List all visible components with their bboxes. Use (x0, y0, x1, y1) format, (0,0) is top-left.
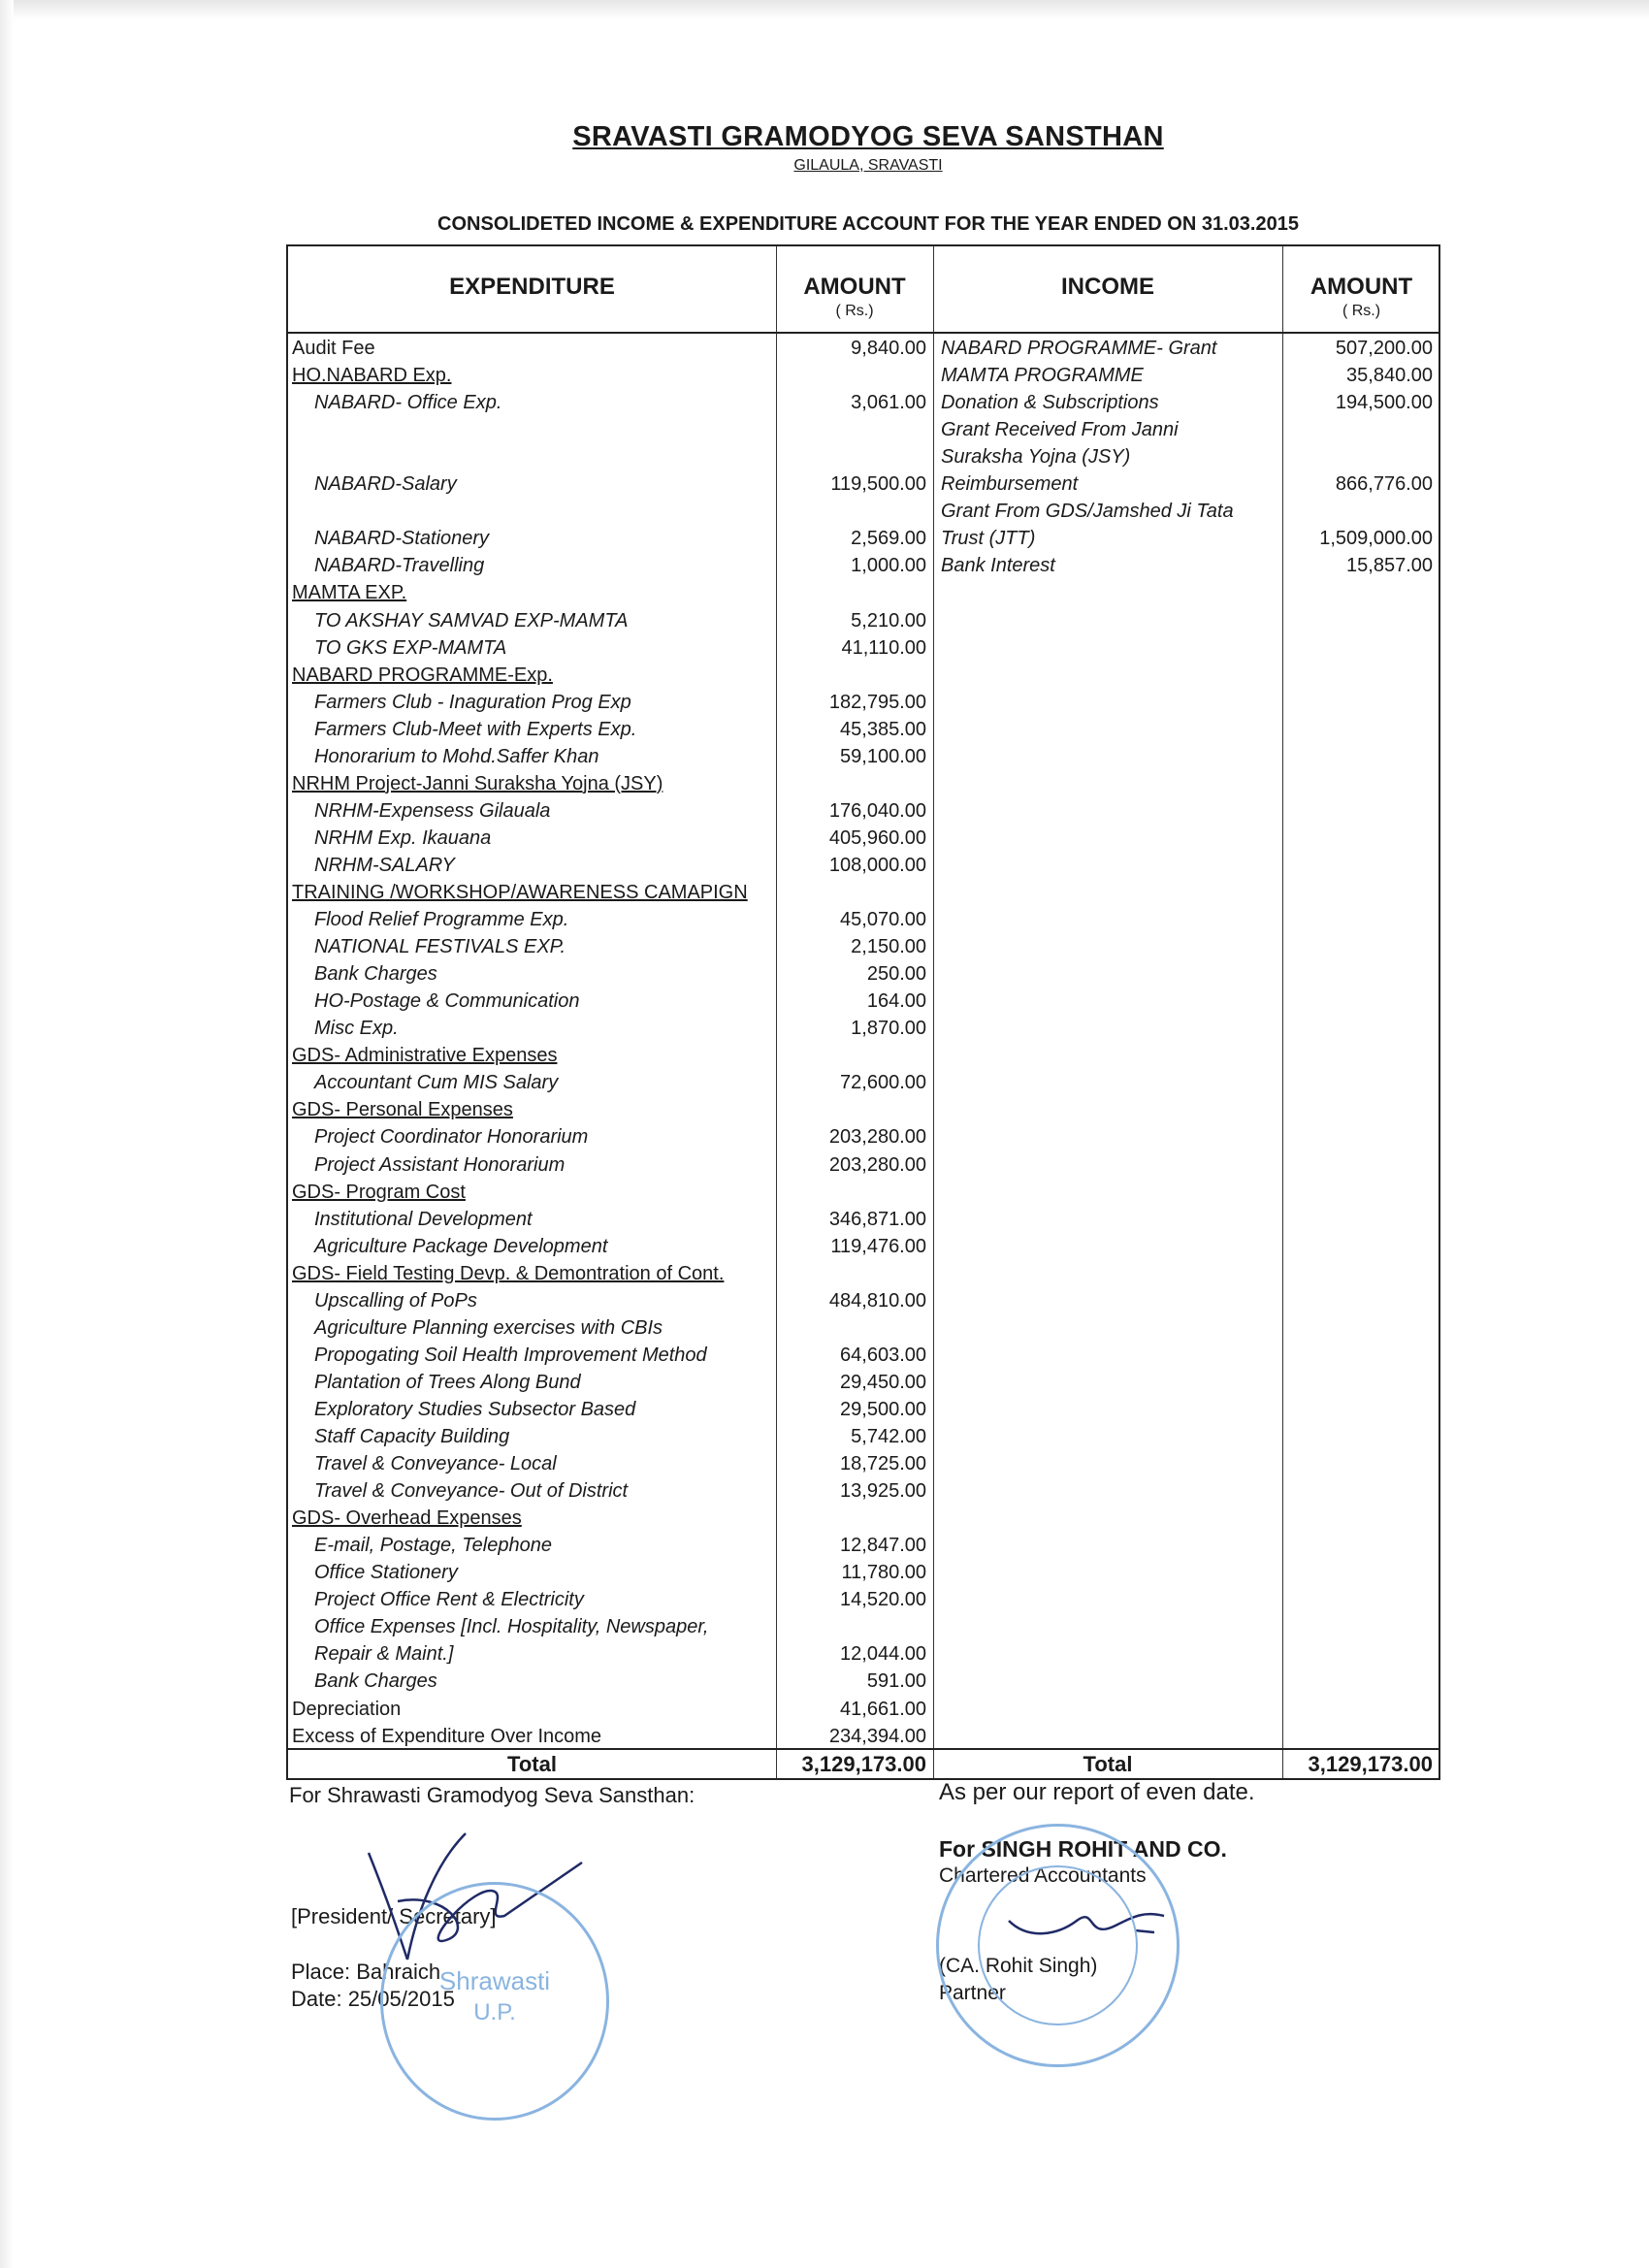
expenditure-amount: 45,070.00 (840, 909, 926, 931)
expenditure-amount: 9,840.00 (851, 338, 926, 359)
expenditure-label: GDS- Program Cost (292, 1181, 466, 1203)
expenditure-label: Agriculture Planning exercises with CBIs (314, 1316, 663, 1339)
header-amount-label: AMOUNT (803, 274, 906, 300)
expenditure-label: Plantation of Trees Along Bund (314, 1371, 581, 1393)
expenditure-label: NABARD-Stationery (314, 528, 490, 550)
expenditure-label: GDS- Field Testing Devp. & Demontration of Cont. (292, 1262, 725, 1284)
income-total-label: Total (1083, 1752, 1133, 1776)
expenditure-amount: 11,780.00 (841, 1562, 926, 1584)
income-label: Donation & Subscriptions (941, 392, 1159, 414)
org-location: GILAULA, SRAVASTI (793, 157, 943, 174)
footer-firm: For SINGH ROHIT AND CO. (939, 1836, 1227, 1862)
footer-for-org: For Shrawasti Gramodyog Seva Sansthan: (289, 1783, 695, 1807)
statement-title: CONSOLIDETED INCOME & EXPENDITURE ACCOUNT FOR THE YEAR ENDED ON 31.03.2015 (437, 213, 1299, 235)
expenditure-amount: 3,061.00 (851, 392, 926, 414)
expenditure-amount: 591.00 (866, 1670, 926, 1693)
expenditure-total: 3,129,173.00 (801, 1752, 926, 1776)
income-amount: 35,840.00 (1346, 365, 1433, 387)
expenditure-label: Project Assistant Honorarium (314, 1153, 566, 1176)
expenditure-amount: 405,960.00 (828, 826, 926, 849)
org-seal-text: Shrawasti (438, 1966, 551, 1995)
expenditure-label: GDS- Overhead Expenses (292, 1507, 522, 1530)
expenditure-label: NABARD-Travelling (314, 555, 485, 577)
org-name: SRAVASTI GRAMODYOG SEVA SANSTHAN (572, 121, 1164, 152)
income-label: Reimbursement (941, 473, 1079, 496)
income-label: MAMTA PROGRAMME (941, 365, 1144, 387)
header-amount-label: AMOUNT (1310, 274, 1413, 300)
expenditure-label: NATIONAL FESTIVALS EXP. (314, 936, 566, 958)
expenditure-label: Project Coordinator Honorarium (314, 1126, 589, 1149)
ca-seal (936, 1824, 1180, 2067)
expenditure-label: Farmers Club - Inaguration Prog Exp (314, 691, 631, 713)
expenditure-label: GDS- Administrative Expenses (292, 1045, 558, 1067)
expenditure-amount: 176,040.00 (828, 799, 926, 822)
expenditure-amount: 5,210.00 (851, 609, 926, 632)
header-amount-unit: ( Rs.) (1342, 303, 1381, 319)
expenditure-label: Exploratory Studies Subsector Based (314, 1398, 636, 1420)
expenditure-label: Office Stationery (314, 1562, 458, 1584)
expenditure-amount: 12,044.00 (840, 1643, 926, 1666)
income-label: Grant From GDS/Jamshed Ji Tata (941, 501, 1234, 523)
expenditure-amount: 18,725.00 (840, 1453, 926, 1475)
expenditure-label: NABARD- Office Exp. (314, 392, 502, 414)
expenditure-amount: 182,795.00 (828, 691, 926, 713)
expenditure-amount: 2,569.00 (851, 528, 926, 550)
expenditure-label: MAMTA EXP. (292, 582, 407, 604)
expenditure-label: Audit Fee (292, 338, 375, 359)
scan-edge (0, 0, 1649, 19)
footer-role: [President/ Secretary] (291, 1904, 497, 1928)
expenditure-amount: 13,925.00 (840, 1480, 926, 1503)
income-amount: 866,776.00 (1335, 473, 1433, 496)
expenditure-amount: 41,661.00 (840, 1698, 926, 1720)
expenditure-label: TO AKSHAY SAMVAD EXP-MAMTA (314, 609, 629, 632)
expenditure-amount: 12,847.00 (840, 1535, 926, 1557)
total-label: Total (507, 1752, 557, 1776)
expenditure-amount: 346,871.00 (828, 1208, 926, 1230)
expenditure-amount: 234,394.00 (828, 1725, 926, 1747)
expenditure-label: Staff Capacity Building (314, 1426, 510, 1447)
expenditure-label: NRHM Exp. Ikauana (314, 826, 492, 849)
income-expenditure-table (286, 244, 1440, 1780)
expenditure-amount: 203,280.00 (828, 1153, 926, 1176)
expenditure-label: Project Office Rent & Electricity (314, 1589, 584, 1611)
expenditure-amount: 59,100.00 (840, 745, 926, 767)
header-expenditure: EXPENDITURE (449, 274, 615, 300)
expenditure-amount: 5,742.00 (851, 1426, 926, 1447)
expenditure-label: NRHM-Expensess Gilauala (314, 799, 551, 822)
expenditure-amount: 72,600.00 (840, 1072, 926, 1094)
expenditure-label: GDS- Personal Expenses (292, 1099, 513, 1121)
footer-date: Date: 25/05/2015 (291, 1987, 455, 2011)
income-amount: 1,509,000.00 (1319, 528, 1433, 550)
expenditure-label: Depreciation (292, 1698, 402, 1720)
expenditure-label: Accountant Cum MIS Salary (314, 1072, 559, 1094)
income-label: Bank Interest (941, 555, 1055, 577)
expenditure-label: NRHM-SALARY (314, 854, 455, 876)
expenditure-label: Propogating Soil Health Improvement Method (314, 1344, 707, 1366)
ca-seal-inner-ring (978, 1865, 1138, 2025)
expenditure-label: Agriculture Package Development (314, 1235, 608, 1257)
expenditure-label: Bank Charges (314, 1670, 437, 1693)
income-amount: 15,857.00 (1346, 555, 1433, 577)
expenditure-amount: 41,110.00 (841, 636, 926, 659)
scan-left-edge (0, 0, 14, 2268)
footer-firm-type: Chartered Accountants (939, 1864, 1147, 1887)
expenditure-label: HO.NABARD Exp. (292, 365, 452, 387)
footer-partner-role: Partner (939, 1982, 1006, 2004)
income-total: 3,129,173.00 (1308, 1752, 1433, 1776)
expenditure-amount: 29,500.00 (840, 1398, 926, 1420)
footer-report-note: As per our report of even date. (939, 1779, 1255, 1805)
expenditure-label: Upscalling of PoPs (314, 1289, 477, 1312)
expenditure-label: Honorarium to Mohd.Saffer Khan (314, 745, 599, 767)
income-amount: 194,500.00 (1335, 392, 1433, 414)
expenditure-amount: 203,280.00 (828, 1126, 926, 1149)
expenditure-amount: 164.00 (866, 990, 926, 1013)
expenditure-amount: 119,500.00 (830, 473, 926, 496)
expenditure-amount: 484,810.00 (828, 1289, 926, 1312)
expenditure-label: Travel & Conveyance- Out of District (314, 1480, 629, 1503)
expenditure-label: TO GKS EXP-MAMTA (314, 636, 507, 659)
header-income: INCOME (1061, 274, 1154, 300)
footer-place: Place: Bahraich (291, 1960, 441, 1984)
expenditure-label: Travel & Conveyance- Local (314, 1453, 557, 1475)
income-label: NABARD PROGRAMME- Grant (941, 338, 1217, 359)
expenditure-label: NABARD-Salary (314, 473, 457, 496)
header-amount-unit: ( Rs.) (835, 303, 874, 319)
expenditure-label: NABARD PROGRAMME-Exp. (292, 664, 553, 686)
expenditure-amount: 45,385.00 (840, 718, 926, 740)
expenditure-label: Flood Relief Programme Exp. (314, 909, 569, 931)
income-label: Trust (JTT) (941, 528, 1036, 550)
income-label: Suraksha Yojna (JSY) (941, 446, 1131, 469)
expenditure-label: Excess of Expenditure Over Income (292, 1725, 602, 1747)
header-amount-income (1282, 274, 1440, 320)
expenditure-label: Misc Exp. (314, 1018, 399, 1040)
col-divider (933, 246, 934, 1778)
expenditure-amount: 108,000.00 (828, 854, 926, 876)
org-seal-text-2: U.P. (473, 1999, 516, 2025)
expenditure-label: Repair & Maint.] (314, 1643, 454, 1666)
header-amount (776, 274, 933, 320)
header-divider (288, 332, 1439, 334)
expenditure-amount: 1,000.00 (851, 555, 926, 577)
income-label: Grant Received From Janni (941, 419, 1179, 441)
expenditure-label: TRAINING /WORKSHOP/AWARENESS CAMAPIGN (292, 882, 748, 903)
expenditure-label: Farmers Club-Meet with Experts Exp. (314, 718, 637, 740)
expenditure-amount: 29,450.00 (840, 1371, 926, 1393)
expenditure-label: NRHM Project-Janni Suraksha Yojna (JSY) (292, 772, 663, 794)
expenditure-label: Bank Charges (314, 963, 437, 986)
expenditure-label: HO-Postage & Communication (314, 990, 580, 1013)
income-amount: 507,200.00 (1335, 338, 1433, 359)
expenditure-amount: 119,476.00 (830, 1235, 926, 1257)
expenditure-label: Institutional Development (314, 1208, 533, 1230)
expenditure-amount: 14,520.00 (840, 1589, 926, 1611)
expenditure-amount: 2,150.00 (851, 936, 926, 958)
org-seal (380, 1882, 609, 2121)
expenditure-amount: 250.00 (866, 963, 926, 986)
expenditure-amount: 64,603.00 (840, 1344, 926, 1366)
expenditure-amount: 1,870.00 (851, 1018, 926, 1040)
expenditure-label: Office Expenses [Incl. Hospitality, Newspaper, (314, 1616, 709, 1638)
footer-partner-name: (CA. Rohit Singh) (939, 1955, 1098, 1977)
expenditure-label: E-mail, Postage, Telephone (314, 1535, 552, 1557)
